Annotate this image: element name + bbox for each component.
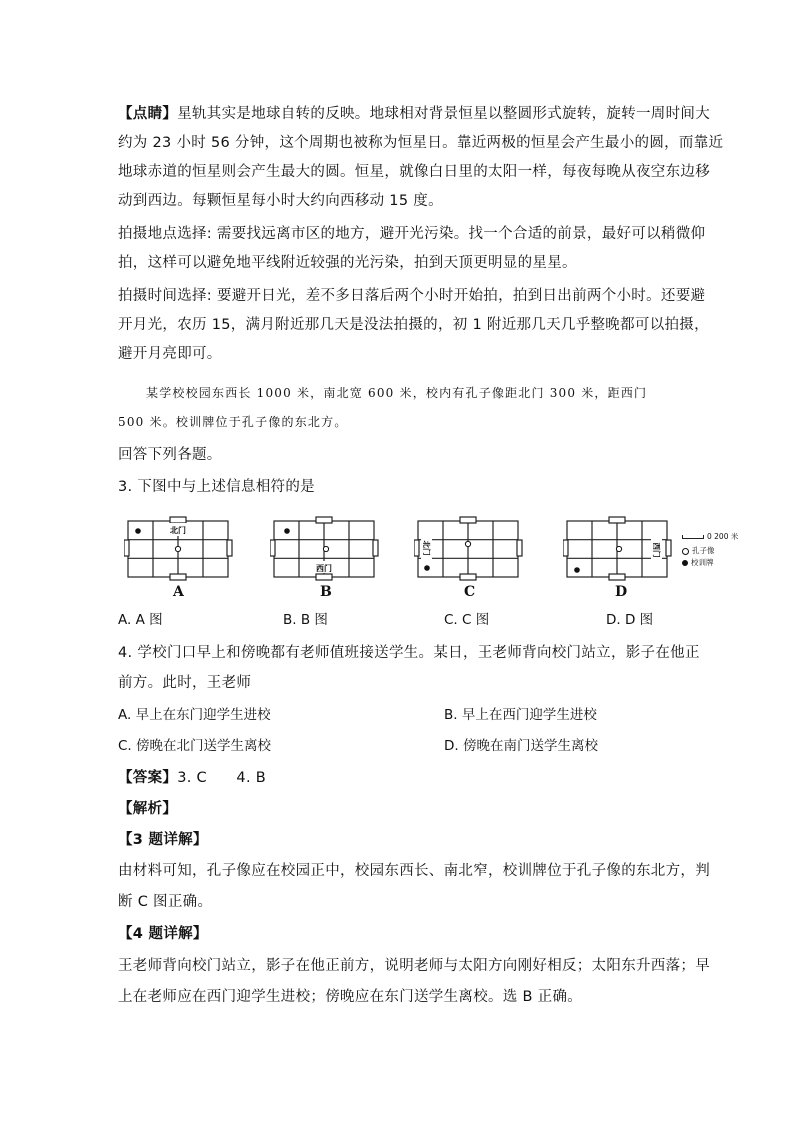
sign-marker (424, 565, 430, 571)
statue-marker (616, 546, 621, 551)
sign-legend-label: 校训牌 (691, 558, 714, 567)
answer-text: 3. C 4. B (177, 770, 267, 786)
scale-label: 0 200 米 (707, 532, 739, 541)
q3-option-c: C. C 图 (444, 612, 490, 628)
sign-marker (574, 567, 580, 573)
gate-label: 西门 (316, 564, 332, 573)
analysis-tag: 【解析】 (118, 801, 178, 817)
map-a (124, 516, 234, 586)
time-line-3: 避开月亮即可。 (118, 346, 222, 362)
material-prompt: 回答下列各题。 (118, 447, 222, 463)
sign-marker (135, 528, 141, 534)
q4-detail-line-2: 上在老师应在西门迎学生进校；傍晚应在东门送学生离校。选 B 正确。 (118, 989, 583, 1005)
map-d-label: D (615, 584, 628, 600)
location-line-2: 拍，这样可以避免地平线附近较强的光污染，拍到天顶更明显的星星。 (118, 255, 577, 271)
q4-option-a: A. 早上在东门迎学生进校 (118, 707, 271, 723)
q3-detail-line-2: 断 C 图正确。 (118, 894, 213, 910)
q4-option-b: B. 早上在西门迎学生进校 (444, 707, 597, 723)
q3-stem: 3. 下图中与上述信息相符的是 (118, 479, 315, 495)
map-c (414, 516, 524, 586)
q4-option-c: C. 傍晚在北门送学生离校 (118, 738, 272, 754)
map-b (270, 516, 380, 586)
note-line-4: 动到西边。每颗恒星每小时大约向西移动 15 度。 (118, 193, 443, 209)
note-line-2: 约为 23 小时 56 分钟，这个周期也被称为恒星日。靠近两极的恒星会产生最小的圆，而靠近 (118, 135, 724, 151)
material-line-1: 某学校校园东西长 1000 米，南北宽 600 米，校内有孔子像距北门 300 米，距西门 (146, 386, 648, 400)
scale-bar (682, 531, 738, 543)
gate-label: 北门 (170, 526, 186, 535)
gate-label: 北门 (422, 540, 431, 556)
legend-statue (682, 545, 738, 557)
statue-marker (465, 541, 470, 546)
q4-option-d: D. 傍晚在南门送学生离校 (444, 738, 598, 754)
note-text-1: 星轨其实是地球自转的反映。地球相对背景恒星以整圆形式旋转，旋转一周时间大 (177, 106, 710, 122)
q3-detail-tag: 【3 题详解】 (118, 832, 208, 848)
q4-stem-2: 前方。此时，王老师 (118, 675, 252, 691)
material-line-2: 500 米。校训牌位于孔子像的东北方。 (118, 415, 348, 429)
map-b-label: B (320, 584, 332, 600)
note-line-1 (118, 104, 710, 124)
map-c-label: C (464, 584, 476, 600)
q3-option-d: D. D 图 (606, 612, 654, 628)
legend-sign (682, 557, 738, 569)
q3-option-b: B. B 图 (283, 612, 328, 628)
answer-tag: 【答案】 (118, 770, 178, 786)
note-tag: 【点睛】 (118, 106, 178, 122)
q3-detail-line-1: 由材料可知，孔子像应在校园正中，校园东西长、南北窄，校训牌位于孔子像的东北方，判 (118, 863, 710, 879)
statue-marker (323, 546, 328, 551)
scale-line (682, 535, 704, 539)
q4-detail-tag: 【4 题详解】 (118, 926, 208, 942)
sign-marker (284, 528, 290, 534)
statue-legend-label: 孔子像 (692, 546, 715, 555)
q4-detail-line-1: 王老师背向校门站立，影子在他正前方，说明老师与太阳方向刚好相反；太阳东升西落；早 (118, 958, 710, 974)
q4-stem-1: 4. 学校门口早上和傍晚都有老师值班接送学生。某日，王老师背向校门站立，影子在他正 (118, 645, 700, 661)
map-d (563, 516, 673, 586)
statue-marker (175, 546, 180, 551)
gate-label: 西门 (652, 542, 661, 558)
map-a-label: A (173, 584, 184, 600)
statue-legend-icon (682, 548, 689, 555)
note-line-3: 地球赤道的恒星则会产生最大的圆。恒星，就像白日里的太阳一样，每夜每晚从夜空东边移 (118, 164, 710, 180)
answer-line (118, 768, 266, 788)
q3-option-a: A. A 图 (118, 612, 163, 628)
time-line-1: 拍摄时间选择: 要避开日光，差不多日落后两个小时开始拍，拍到日出前两个小时。还要避 (118, 288, 706, 304)
time-line-2: 开月光，农历 15，满月附近那几天是没法拍摄的，初 1 附近那几天几乎整晚都可以拍摄， (118, 317, 709, 333)
location-line-1: 拍摄地点选择: 需要找远离市区的地方，避开光污染。找一个合适的前景，最好可以稍微仰 (118, 226, 706, 242)
sign-legend-icon (682, 560, 688, 566)
map-legend (682, 531, 738, 569)
